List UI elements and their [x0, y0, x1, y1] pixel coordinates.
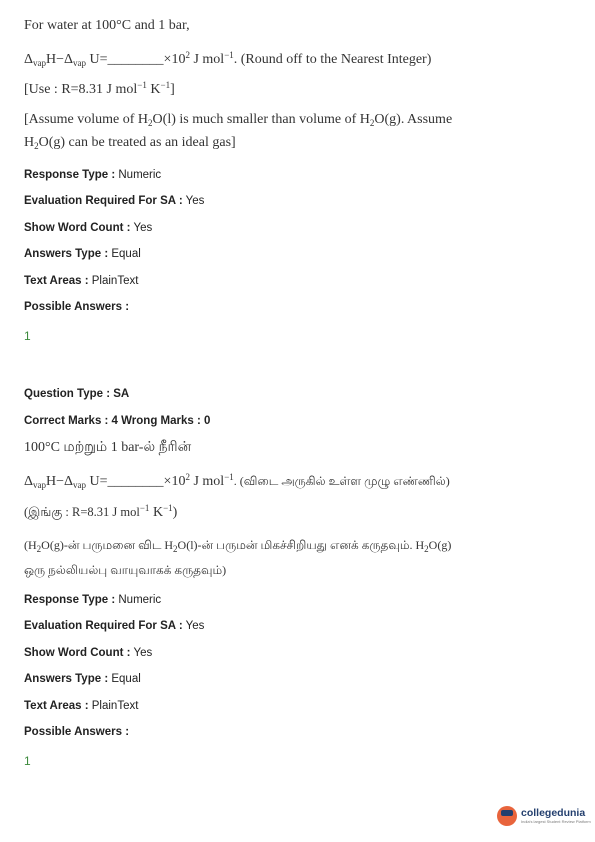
exponent: −1 — [163, 503, 173, 513]
enthalpy-term: H− — [46, 474, 65, 489]
meta-value: Yes — [182, 620, 205, 632]
subscript: 2 — [369, 118, 375, 128]
rounding-note: . (Round off to the Nearest Integer) — [233, 52, 432, 67]
use-text: [Use : R=8.31 J mol — [24, 82, 138, 97]
meta-value: Yes — [182, 195, 205, 207]
use-text: ) — [172, 505, 178, 520]
unit: J mol — [189, 474, 225, 489]
collegedunia-logo — [497, 806, 591, 826]
meta-value: PlainText — [88, 275, 139, 287]
subscript: 2 — [424, 544, 429, 554]
delta-symbol: Δ — [64, 52, 74, 67]
assumption-text: O(g). Assume H — [24, 112, 453, 150]
answer-value: 1 — [24, 329, 31, 343]
delta-symbol: Δ — [24, 474, 34, 489]
use-text: K — [149, 505, 164, 520]
meta-response-type — [24, 169, 161, 181]
exponent: −1 — [160, 80, 171, 90]
marks-info — [24, 415, 210, 427]
use-text: (இங்கு : R=8.31 J mol — [24, 505, 140, 519]
meta-label: Text Areas : — [24, 700, 89, 712]
meta-value: Yes — [130, 647, 153, 659]
meta-value: Numeric — [115, 169, 162, 181]
question1-assumption — [24, 110, 464, 156]
question-type — [24, 388, 129, 400]
meta-value: Numeric — [115, 594, 162, 606]
subscript: 2 — [34, 141, 39, 151]
assumption-text: O(l) is much smaller than volume of H — [152, 112, 370, 127]
answer-value: 1 — [24, 754, 31, 768]
delta-symbol: Δ — [24, 52, 34, 67]
assumption-text: O(g)-ன் பருமனை விட H — [41, 538, 174, 552]
question2-equation — [24, 472, 450, 490]
meta-label: Response Type : — [24, 594, 116, 606]
meta-label: Show Word Count : — [24, 647, 131, 659]
meta-evaluation-required — [24, 620, 204, 632]
subscript: 2 — [36, 544, 42, 554]
question2-use-constant — [24, 503, 177, 521]
meta-label: Question Type : SA — [24, 388, 130, 400]
meta-possible-answers — [24, 726, 129, 738]
unit: J mol — [189, 52, 225, 67]
meta-response-type — [24, 594, 161, 606]
exponent: −1 — [224, 472, 234, 482]
meta-show-word-count — [24, 222, 152, 234]
rounding-note: . (விடை அருகில் உள்ள முழு எண்ணில்) — [233, 474, 450, 488]
question1-use-constant — [24, 80, 175, 98]
exponent: −1 — [137, 80, 147, 90]
meta-possible-answers — [24, 301, 129, 313]
vap-subscript: vap — [33, 480, 47, 490]
subscript: 2 — [173, 544, 178, 554]
meta-label: Possible Answers : — [24, 726, 130, 738]
meta-text-areas — [24, 700, 138, 712]
assumption-text: O(g) can be treated as an ideal gas] — [38, 135, 236, 150]
delta-symbol: Δ — [64, 474, 74, 489]
vap-subscript: vap — [73, 480, 87, 490]
meta-text-areas — [24, 275, 138, 287]
subscript: 2 — [148, 118, 153, 128]
meta-evaluation-required — [24, 195, 204, 207]
exponent: −1 — [139, 503, 150, 513]
meta-label: Show Word Count : — [24, 222, 131, 234]
meta-label: Possible Answers : — [24, 301, 130, 313]
meta-label: Text Areas : — [24, 275, 89, 287]
internal-energy-blank: U=________×10 — [86, 474, 186, 489]
question1-intro: For water at 100°C and 1 bar, — [24, 18, 190, 33]
meta-value: Yes — [130, 222, 153, 234]
logo-text — [521, 808, 591, 824]
use-text: K — [146, 82, 161, 97]
question2-assumption — [24, 535, 454, 581]
internal-energy-blank: U=________×10 — [86, 52, 186, 67]
meta-label: Response Type : — [24, 169, 116, 181]
use-text: ] — [170, 82, 175, 97]
exponent: −1 — [224, 50, 234, 60]
assumption-text: O(l)-ன் பருமன் மிகச்சிறியது எனக் கருதவும். H — [177, 538, 425, 552]
logo-name: collegedunia — [521, 807, 586, 820]
meta-label: Evaluation Required For SA : — [24, 620, 183, 632]
graduate-mascot-icon — [497, 806, 517, 826]
meta-label: Correct Marks : 4 Wrong Marks : 0 — [24, 415, 211, 427]
question1-equation — [24, 50, 431, 68]
meta-value: Equal — [108, 673, 141, 685]
meta-label: Answers Type : — [24, 673, 109, 685]
vap-subscript: vap — [33, 58, 47, 68]
meta-label: Answers Type : — [24, 248, 109, 260]
meta-answers-type — [24, 248, 141, 260]
meta-label: Evaluation Required For SA : — [24, 195, 183, 207]
assumption-text: [Assume volume of H — [24, 112, 149, 127]
enthalpy-term: H− — [46, 52, 65, 67]
meta-answers-type — [24, 673, 141, 685]
meta-show-word-count — [24, 647, 152, 659]
logo-tagline: India's largest Student Review Platform — [521, 818, 591, 824]
exponent: 2 — [185, 50, 190, 60]
vap-subscript: vap — [73, 58, 87, 68]
assumption-text: O(g) ஒரு நல்லியல்பு வாயுவாகக் கருதவும்) — [24, 538, 452, 577]
question2-intro: 100°C மற்றும் 1 bar-ல் நீரின் — [24, 440, 192, 455]
meta-value: Equal — [108, 248, 141, 260]
assumption-text: (H — [24, 538, 37, 552]
exponent: 2 — [185, 472, 190, 482]
meta-value: PlainText — [88, 700, 139, 712]
